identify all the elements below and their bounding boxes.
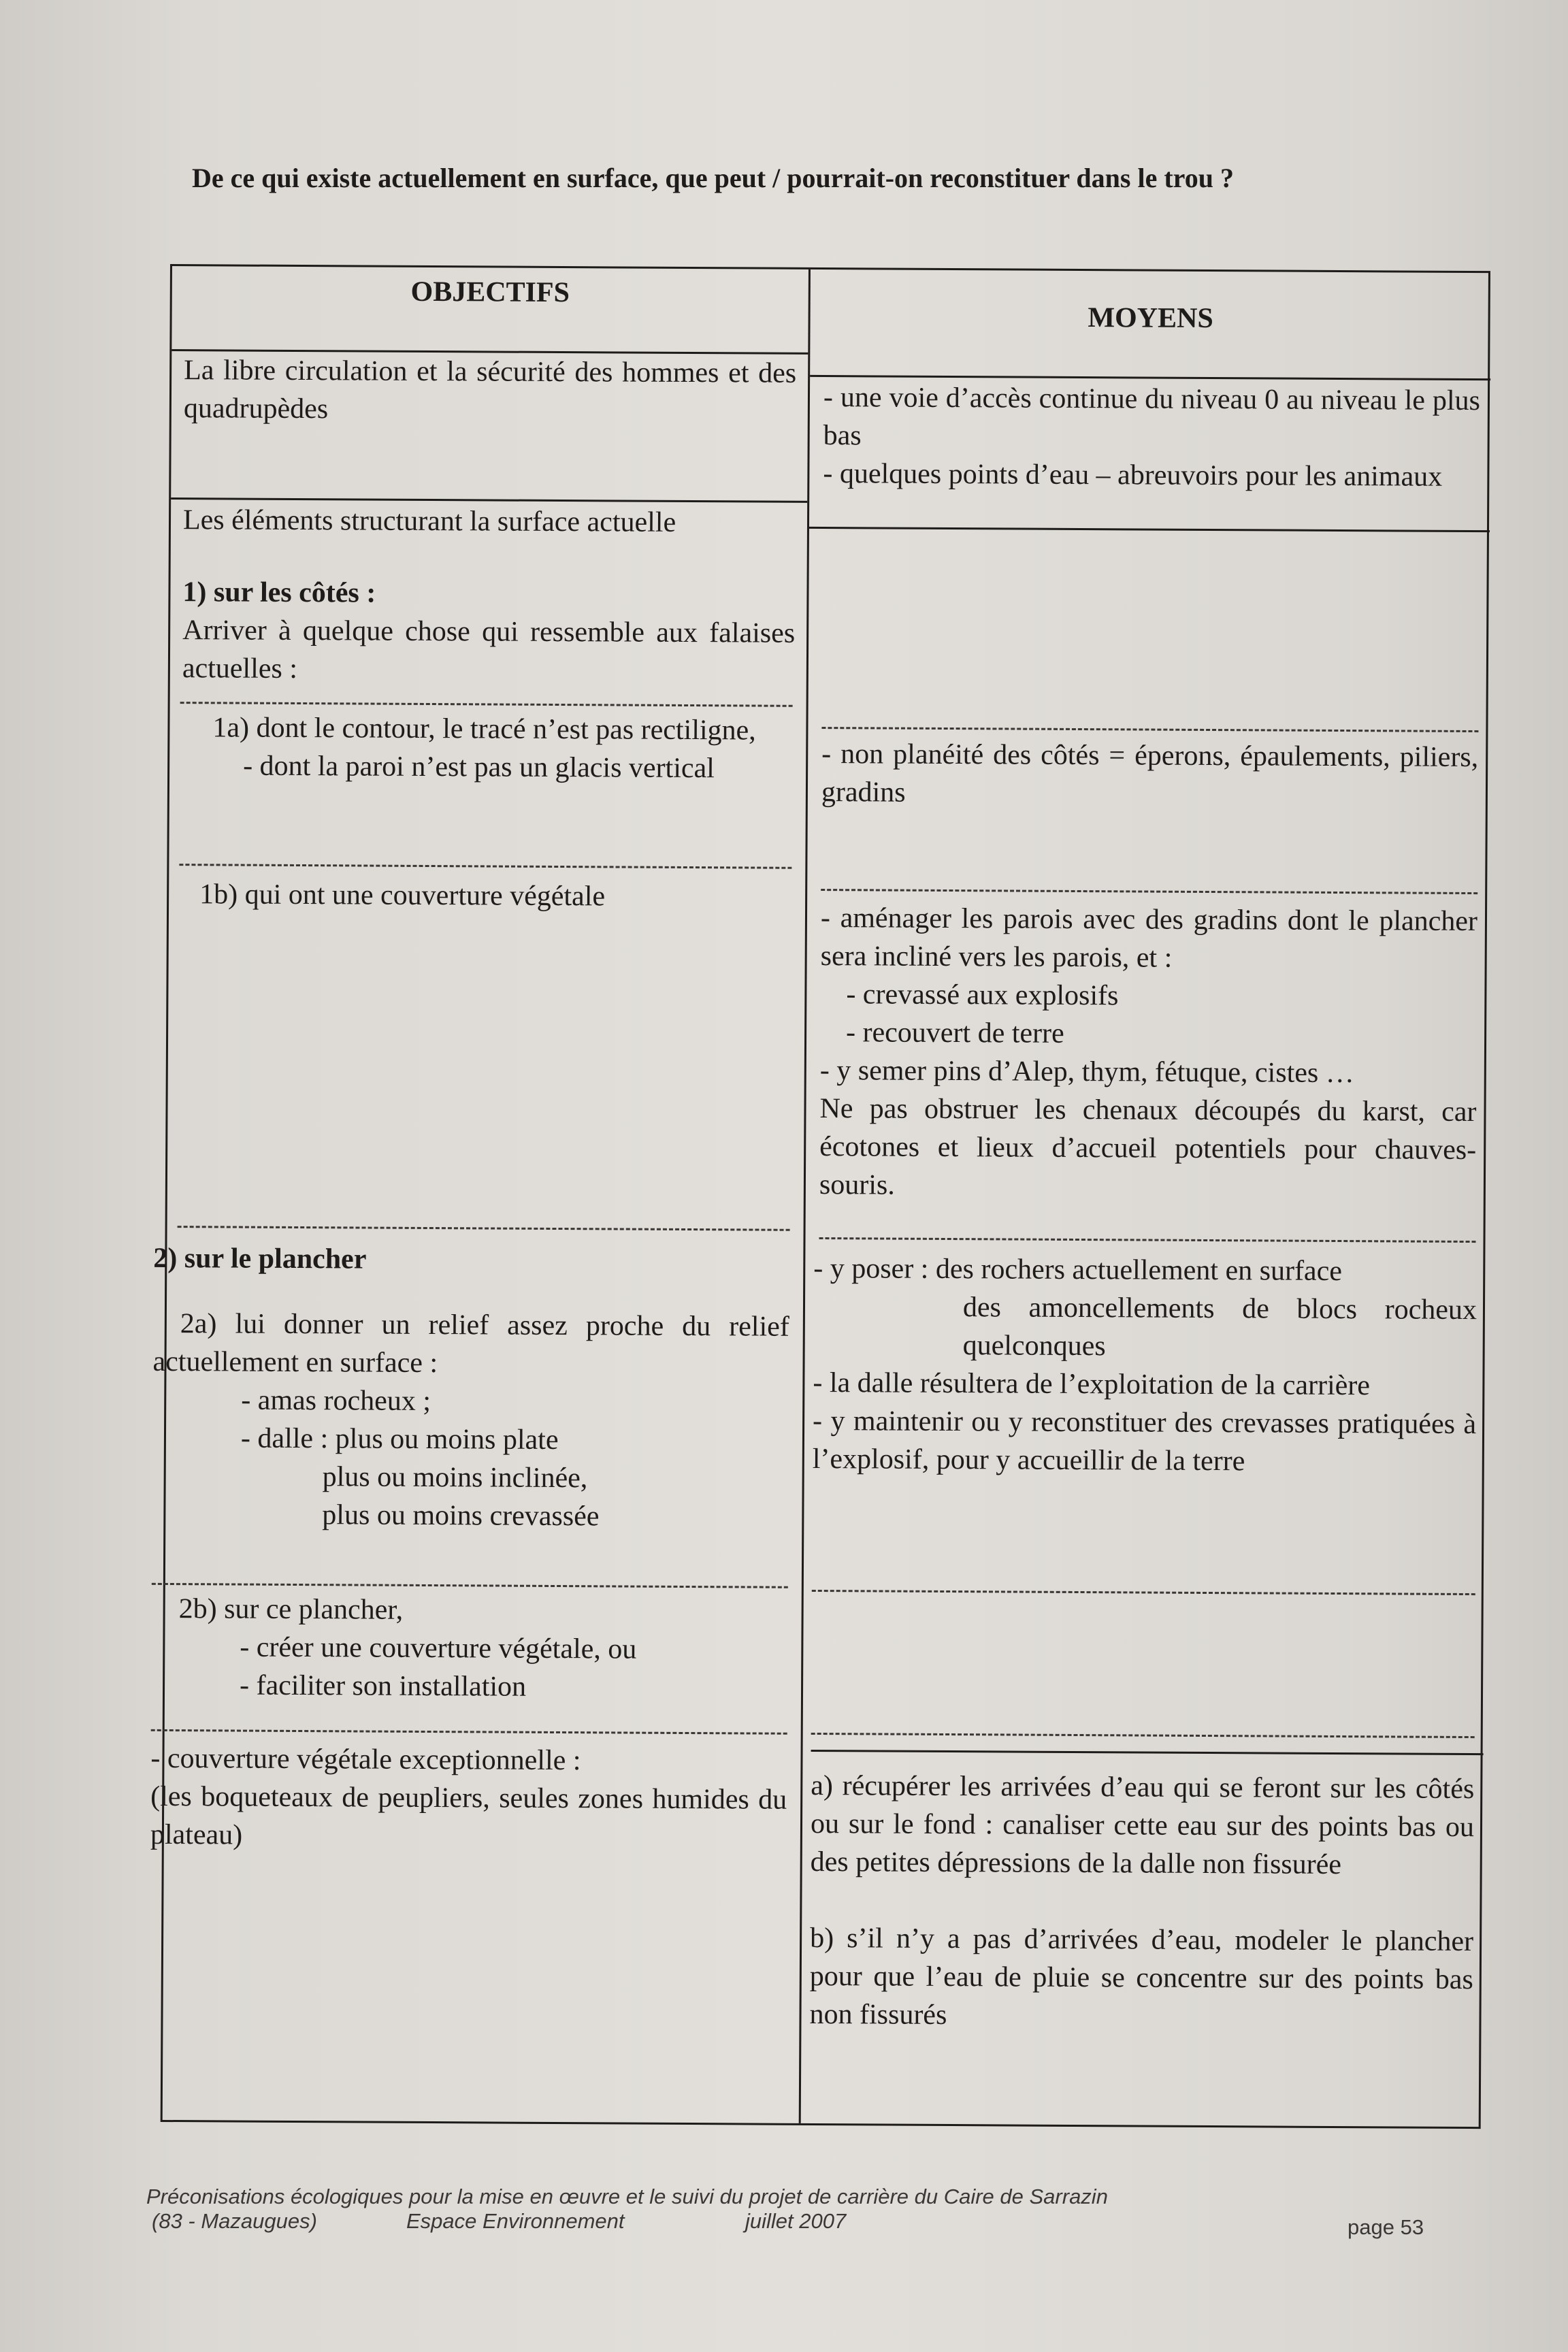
footer-date: juillet 2007 (745, 2209, 847, 2233)
page-footer (146, 2185, 1439, 2236)
section2a-item-3: plus ou moins inclinée, (322, 1461, 588, 1494)
dash-divider (180, 702, 793, 707)
section1b-moyen-5: Ne pas obstruer les chenaux découpés du karst, car écotones et lieux d’accueil potentiels pour chauves-souris. (819, 1093, 1477, 1201)
section2-moyens (813, 1250, 1477, 1482)
dash-divider (821, 889, 1477, 894)
footer-location: (83 - Mazaugues) (152, 2209, 317, 2233)
section1b-moyens (819, 899, 1477, 1207)
row2-intro: Les éléments structurant la surface actuelle (182, 504, 676, 538)
footer-title: Préconisations écologiques pour la mise en œuvre et le suivi du projet de carrière du Caire de Sarrazin (146, 2185, 1108, 2208)
dash-divider (178, 1226, 790, 1231)
section2-objectifs (152, 1239, 789, 1537)
dash-divider (151, 1729, 787, 1735)
section2b-item-1: - créer une couverture végétale, ou (240, 1631, 637, 1665)
section2-moyen-3: - la dalle résultera de l’exploitation de la carrière (813, 1367, 1371, 1402)
section1b-moyen-3: - recouvert de terre (845, 1017, 1064, 1049)
section1b-moyen-2: - crevassé aux explosifs (846, 979, 1119, 1012)
section2-moyen-1: - y poser : des rochers actuellement en surface (813, 1252, 1343, 1288)
page-question: De ce qui existe actuellement en surface, que peut / pourrait-on reconstituer dans le trou ? (192, 163, 1234, 193)
section2b-text: 2b) sur ce plancher, (178, 1593, 404, 1626)
row3-moyen-b: b) s’il n’y a pas d’arrivées d’eau, modeler le plancher pour que l’eau de pluie se concentre sur des points bas non fissurés (809, 1922, 1474, 2031)
section2b-item-2: - faciliter son installation (239, 1669, 527, 1703)
dash-divider (812, 1590, 1475, 1595)
row1-moyens (823, 378, 1480, 496)
row3-objectif-1: - couverture végétale exceptionnelle : (150, 1742, 581, 1777)
row3-moyen-a: a) récupérer les arrivées d’eau qui se feront sur les côtés ou sur le fond : canaliser cette eau sur des points bas ou des petites dépressions de la dalle non fissurée (810, 1769, 1475, 1881)
section1b-moyen-4: - y semer pins d’Alep, thym, fétuque, cistes … (819, 1055, 1354, 1090)
row3-divider-right (811, 1750, 1484, 1755)
section1-title: 1) sur les côtés : (182, 576, 376, 609)
section1b-moyen-1: - aménager les parois avec des gradins dont le plancher sera incliné vers les parois, et : (820, 902, 1478, 974)
footer-org: Espace Environnement (406, 2209, 625, 2233)
header-objectifs: OBJECTIFS (410, 276, 570, 309)
row3-moyens (809, 1767, 1474, 2037)
row1-moyen-1: - une voie d’accès continue du niveau 0 au niveau le plus bas (823, 382, 1481, 452)
section2-moyen-2: des amoncellements de blocs rocheux quelconques (962, 1292, 1477, 1362)
section2-moyen-4: - y maintenir ou y reconstituer des crevasses pratiquées à l’explosif, pour y accueillir de la terre (812, 1405, 1477, 1477)
dash-divider (821, 727, 1478, 732)
section1a-moyens: - non planéité des côtés = éperons, épaulements, piliers, gradins (821, 738, 1479, 808)
section2a-item-4: plus ou moins crevassée (322, 1499, 600, 1533)
row1-objectif: La libre circulation et la sécurité des hommes et des quadrupèdes (183, 355, 797, 425)
dash-divider (819, 1237, 1476, 1243)
row3-objectif-2: (les boqueteaux de peupliers, seules zones humides du plateau) (150, 1780, 787, 1851)
dash-divider (152, 1583, 788, 1588)
dash-divider (811, 1733, 1475, 1738)
row1-moyen-2: - quelques points d’eau – abreuvoirs pour les animaux (823, 458, 1443, 493)
section2-title: 2) sur le plancher (153, 1242, 367, 1275)
column-divider (799, 270, 811, 2123)
header-moyens: MOYENS (1088, 302, 1213, 335)
section1a-objectif (182, 708, 795, 788)
section2a-text: 2a) lui donner un relief assez proche du relief actuellement en surface : (152, 1308, 789, 1379)
section1-objectifs (182, 501, 796, 691)
dash-divider (179, 864, 791, 869)
section1b-objectif: 1b) qui ont une couverture végétale (199, 879, 606, 913)
section2a-item-1: - amas rocheux ; (241, 1384, 431, 1418)
row3-objectif (150, 1740, 787, 1857)
section1a-sub: - dont la paroi n’est pas un glacis vertical (243, 750, 715, 785)
section2a-item-2: - dalle : plus ou moins plate (240, 1422, 559, 1456)
page-number: page 53 (1348, 2215, 1424, 2239)
section1a-text: 1a) dont le contour, le tracé n’est pas rectiligne, (212, 712, 756, 747)
section2b-objectif (178, 1590, 788, 1708)
row1-divider-right (809, 527, 1490, 532)
section1-text: Arriver à quelque chose qui ressemble aux falaises actuelles : (182, 615, 796, 685)
objectives-table (150, 264, 1490, 2129)
